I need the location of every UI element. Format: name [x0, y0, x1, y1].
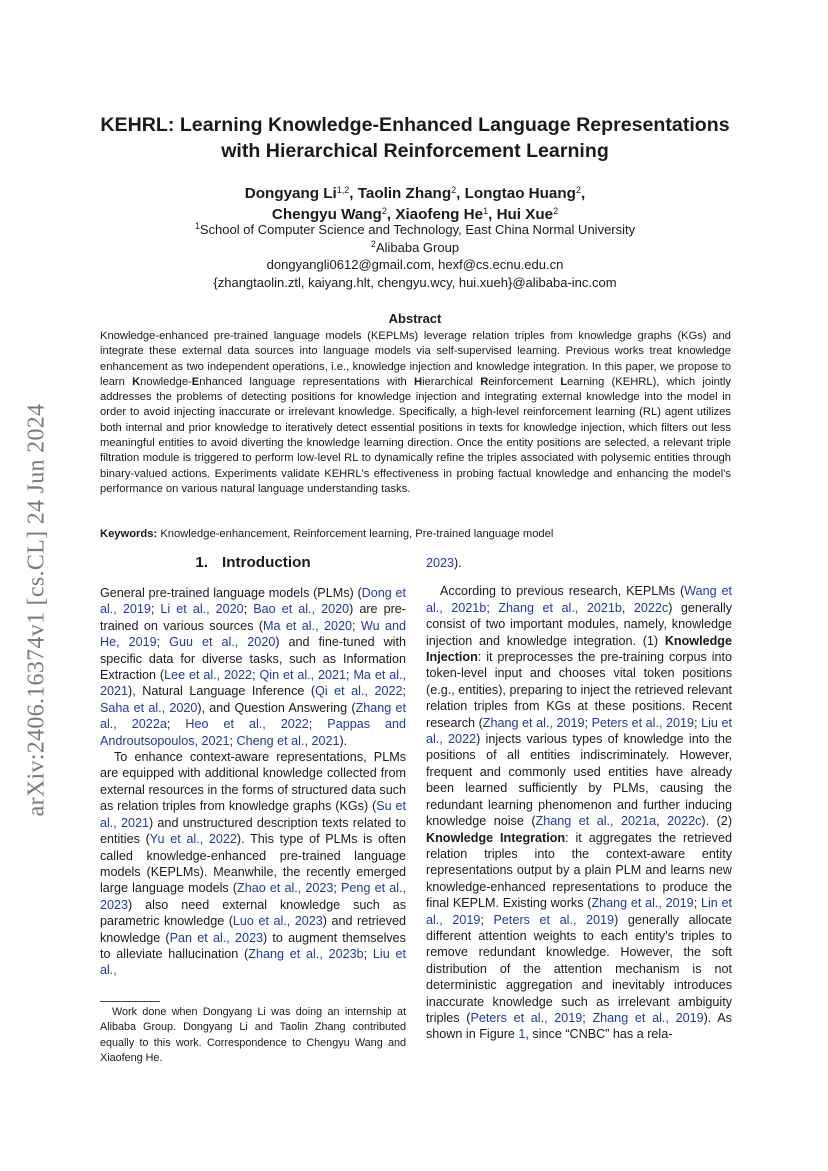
citation-link[interactable]: Wu and He, 2019 — [100, 618, 406, 650]
author-affiliation-mark: 2 — [451, 185, 457, 195]
citation-link[interactable]: Cheng et al., 2021 — [236, 733, 340, 748]
author-name: Xiaofeng He — [395, 206, 484, 223]
citation-link[interactable]: Zhang et al., 2019 — [482, 715, 585, 730]
author-name: Longtao Huang — [464, 185, 576, 202]
citation-link[interactable]: Li et al., 2020 — [160, 602, 244, 617]
citation-link[interactable]: Peng et al., 2023 — [100, 881, 406, 912]
author-list — [90, 183, 740, 225]
citation-link[interactable]: Ma et al., 2020 — [263, 618, 353, 633]
citation-link[interactable]: Zhang et al., 2019 — [591, 896, 694, 911]
citation-link[interactable]: Zhang et al., 2021a — [535, 814, 657, 829]
author-name: Dongyang Li — [244, 185, 337, 202]
citation-link[interactable]: Zhang et al., 2019 — [592, 1010, 704, 1025]
citation-link[interactable]: Lee et al., 2022 — [164, 668, 253, 683]
keywords — [100, 527, 731, 542]
citation-link[interactable]: Guu et al., 2020 — [169, 635, 276, 650]
citation-link[interactable]: Pappas and Androutsopoulos, 2021 — [100, 717, 407, 748]
affiliations — [90, 221, 740, 291]
citation-link[interactable]: 2023 — [426, 556, 455, 570]
citation-link[interactable]: Qin et al., 2021 — [259, 668, 347, 683]
section-heading — [100, 554, 406, 571]
citation-link[interactable]: Heo et al., 2022 — [185, 717, 309, 732]
author-affiliation-mark: 1 — [483, 206, 489, 216]
title-line-1: KEHRL: Learning Knowledge-Enhanced Language Representations — [100, 114, 730, 136]
affiliation-2: $^2$Alibaba Group — [370, 238, 460, 255]
keywords-label: Keywords: — [100, 528, 158, 540]
left-column — [100, 585, 406, 979]
section-number: 1. — [195, 554, 209, 571]
abstract-body: Knowledge-enhanced pre-trained language models (KEPLMs) leverage relation triples from knowledge graphs (KGs) and integrate these external data sources into language models via self-supervised learning. Previous works treat knowledge enhancement as two independent operations, i.e., knowledge injection and knowledge integration. In this paper, we propose to learn Knowledge-Enhanced language representations with Hierarchical Reinforcement Learning (KEHRL), which jointly addresses the problems of detecting positions for knowledge injection and integrating external knowledge into the model in order to avoid injecting inaccurate or irrelevant knowledge. Specifically, a high-level reinforcement learning (RL) agent utilizes both internal and prior knowledge to iteratively detect essential positions in texts for knowledge injection, which filters out less meaningful entities to avoid diverting the knowledge learning direction. Once the entity positions are selected, a relevant triple filtration module is triggered to perform low-level RL to dynamically refine the triples associated with polysemic entities through binary-valued actions. Experiments validate KEHRL's effectiveness in probing factual knowledge and enhancing the model's performance on various natural language understanding tasks. — [100, 330, 731, 495]
arxiv-sidebar-stamp — [22, 370, 52, 850]
abstract-heading: Abstract — [388, 311, 442, 326]
affiliation-1: $^1$School of Computer Science and Technology, East China Normal University — [194, 221, 636, 237]
section-title: Introduction — [222, 554, 311, 571]
citation-link[interactable]: 2022c — [633, 600, 669, 615]
author-affiliation-mark: 2 — [575, 185, 581, 195]
citation-link[interactable]: Ma et al., 2021 — [100, 668, 407, 699]
paragraph: 2023). — [426, 556, 462, 570]
citation-link[interactable]: Dong et al., 2019 — [100, 586, 406, 617]
citation-link[interactable]: Lin et al., 2019 — [426, 896, 732, 927]
citation-link[interactable]: Luo et al., 2023 — [232, 914, 323, 929]
author-line-2: Chengyu Wang$^2$, Xiaofeng He$^1$, Hui Xue$^2$ — [271, 206, 559, 223]
citation-link[interactable]: Yu et al., 2022 — [149, 832, 237, 847]
author-emails-1: dongyangli0612@gmail.com, hexf@cs.ecnu.edu.cn — [266, 257, 564, 272]
right-column — [426, 555, 732, 1043]
footnote: Work done when Dongyang Li was doing an internship at Alibaba Group. Dongyang Li and Taolin Zhang contributed equally to this work. Correspondence to Chengyu Wang and Xiaofeng He. — [100, 1006, 406, 1065]
paragraph: General pre-trained language models (PLMs) (Dong et al., 2019; Li et al., 2020; Bao et al., 2020) are pre-trained on various sources (Ma et al., 2020; Wu and He, 2019; Guu et al., 2020) and fine-tuned with specific data for diverse tasks, such as Information Extraction (Lee et al., 2022; Qin et al., 2021; Ma et al., 2021), Natural Language Inference (Qi et al., 2022; Saha et al., 2020), and Question Answering (Zhang et al., 2022a; Heo et al., 2022; Pappas and Androutsopoulos, 2021; Cheng et al., 2021). — [100, 586, 407, 748]
paper-title — [90, 112, 740, 164]
keywords-text: Knowledge-enhancement, Reinforcement learning, Pre-trained language model — [160, 528, 554, 540]
figure-reference-link[interactable]: 1 — [518, 1027, 526, 1042]
citation-link[interactable]: Peters et al., 2019 — [591, 715, 695, 730]
citation-link[interactable]: 2022c — [667, 814, 702, 829]
citation-link[interactable]: Liu et al., — [100, 946, 407, 978]
citation-link[interactable]: Zhao et al., 2023 — [237, 881, 334, 896]
citation-link[interactable]: Liu et al., 2022 — [426, 715, 732, 747]
citation-link[interactable]: Peters et al., 2019 — [470, 1010, 583, 1025]
author-affiliation-mark: 2 — [553, 206, 559, 216]
citation-link[interactable]: Su et al., 2021 — [100, 799, 406, 830]
footnote-divider — [100, 1001, 160, 1002]
title-line-2: with Hierarchical Reinforcement Learning — [221, 140, 609, 162]
citation-link[interactable]: Bao et al., 2020 — [253, 602, 350, 617]
author-affiliation-mark: 2 — [381, 206, 387, 216]
citation-link[interactable]: Pan et al., 2023 — [169, 930, 263, 945]
citation-link[interactable]: Qi et al., 2022 — [315, 684, 403, 699]
author-name: Chengyu Wang — [271, 206, 382, 223]
citation-link[interactable]: Saha et al., 2020 — [100, 700, 198, 715]
citation-link[interactable]: Zhang et al., 2023b — [248, 946, 364, 961]
author-name: Taolin Zhang — [357, 185, 452, 202]
author-affiliation-mark: 1,2 — [336, 185, 350, 195]
citation-link[interactable]: Wang et al., 2021b — [426, 584, 732, 615]
citation-link[interactable]: Zhang et al., 2022a — [100, 700, 406, 732]
paragraph: According to previous research, KEPLMs (Wang et al., 2021b; Zhang et al., 2021b, 2022c) generally consist of two important modules, namely, knowledge injection and knowledge integration. (1) Knowledge Injection: it preprocesses the pre-training corpus into token-level input and chooses vital token positions (e.g., entities), preparing to inject the retrieved relevant relation triples from KGs at these positions. Recent research (Zhang et al., 2019; Peters et al., 2019; Liu et al., 2022) injects various types of knowledge into the positions of all entities indiscriminately. However, frequent and commonly used entities have already been learned sufficiently by PLMs, causing the redundant learning phenomenon and further inducing knowledge noise (Zhang et al., 2021a, 2022c). (2) Knowledge Integration: it aggregates the retrieved relation triples into the context-aware entity representations output by a plain PLM and learns new knowledge-enhanced representations to produce the final KEPLM. Existing works (Zhang et al., 2019; Lin et al., 2019; Peters et al., 2019) generally allocate different attention weights to each entity's triples to remove redundant knowledge. However, the soft distribution of the attention mechanism is not deterministic aggregation and inevitably introduces inaccurate knowledge such as irrelevant ambiguity triples (Peters et al., 2019; Zhang et al., 2019). As shown in Figure 1, since “CNBC” has a rela- — [426, 584, 733, 1042]
citation-link[interactable]: Zhang et al., 2021b — [498, 600, 622, 615]
author-name: Hui Xue — [496, 206, 554, 223]
author-emails-2: {zhangtaolin.ztl, kaiyang.hlt, chengyu.wcy, hui.xueh}@alibaba-inc.com — [213, 274, 617, 290]
arxiv-identifier: arXiv:2406.16374v1 [cs.CL] 24 Jun 2024 — [23, 403, 50, 817]
paragraph: To enhance context-aware representations, PLMs are equipped with additional knowledge collected from external resources in the forms of structured data such as relation triples from knowledge graphs (KGs) (Su et al., 2021) and unstructured description texts related to entities (Yu et al., 2022). This type of PLMs is often called knowledge-enhanced pre-trained language models (KEPLMs). Meanwhile, the recently emerged large language models (Zhao et al., 2023; Peng et al., 2023) also need external knowledge such as parametric knowledge (Luo et al., 2023) and retrieved knowledge (Pan et al., 2023) to augment themselves to alleviate hallucination (Zhang et al., 2023b; Liu et al., — [100, 750, 407, 978]
author-line-1: Dongyang Li$^{1,2}$, Taolin Zhang$^2$, Longtao Huang$^2$, — [244, 185, 586, 202]
citation-link[interactable]: Peters et al., 2019 — [493, 912, 615, 927]
